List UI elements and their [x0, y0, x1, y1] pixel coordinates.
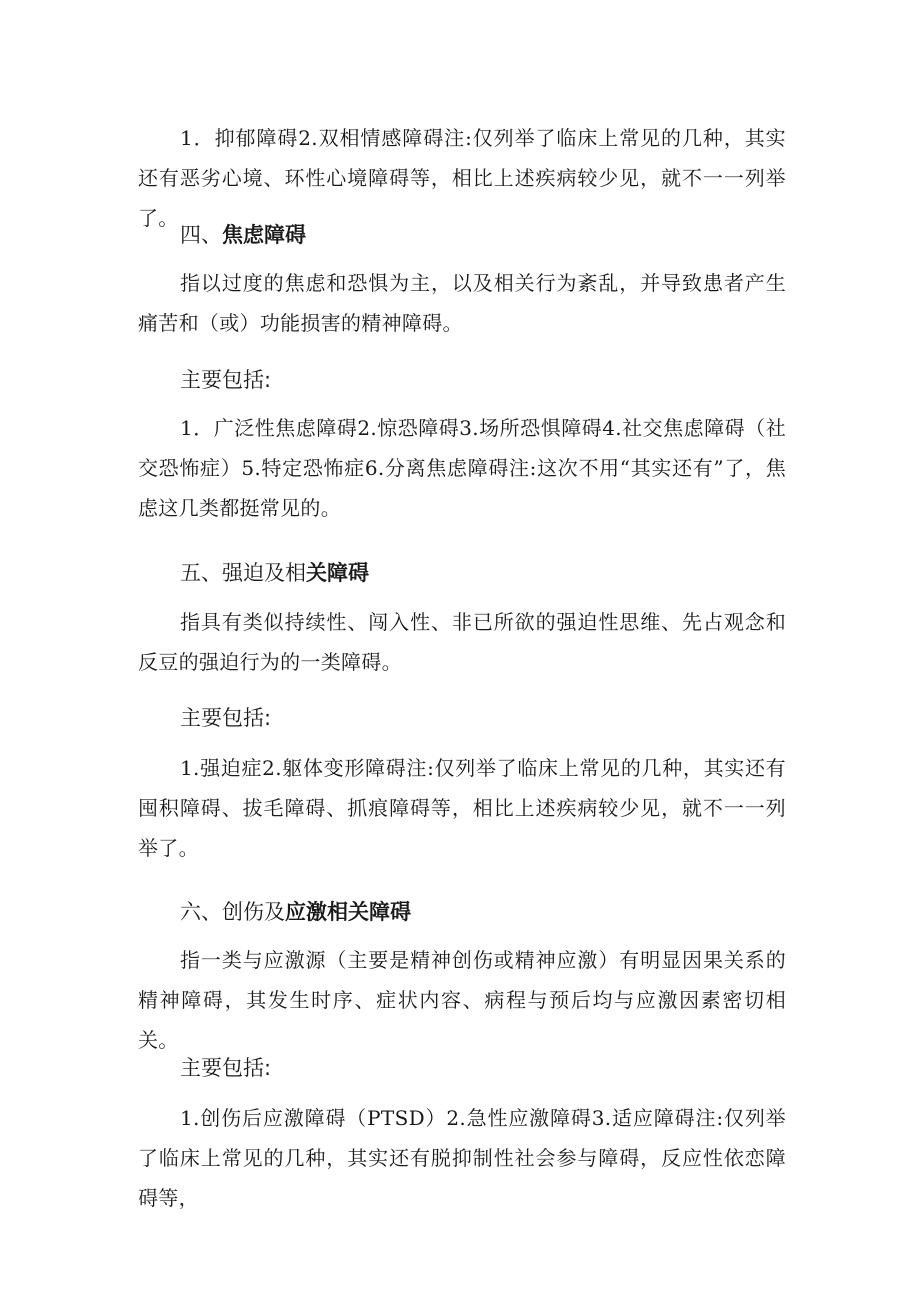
heading-ocd-disorders	[138, 553, 786, 593]
paragraph-ocd-definition: 指具有类似持续性、闯入性、非已所欲的强迫性思维、先占观念和反豆的强迫行为的一类障碍。	[138, 610, 786, 674]
heading-trauma-disorders	[138, 892, 786, 932]
label-main-includes: 主要包括:	[180, 368, 272, 392]
heading-text: 应激相关障碍	[285, 900, 411, 924]
paragraph-ocd-list: 1.强迫症2.躯体变形障碍注:仅列举了临床上常见的几种，其实还有囤积障碍、拔毛障碍、抓痕障碍等，相比上述疾病较少见，就不一一列举了。	[138, 756, 786, 860]
heading-text: 关障碍	[306, 561, 369, 585]
paragraph-trauma-list: 1.创伤后应激障碍（PTSD）2.急性应激障碍3.适应障碍注:仅列举了临床上常见的几种，其实还有脱抑制性社会参与障碍，反应性依恋障碍等，	[138, 1106, 786, 1210]
paragraph-mood-disorders-list: 1．抑郁障碍2.双相情感障碍注:仅列举了临床上常见的几种，其实还有恶劣心境、环性心境障碍等，相比上述疾病较少见，就不一一列举了。	[138, 126, 786, 230]
paragraph-trauma-definition: 指一类与应激源（主要是精神创伤或精神应激）有明显因果关系的精神障碍，其发生时序、症状内容、病程与预后均与应激因素密切相关。	[138, 948, 786, 1052]
label-main-includes: 主要包括:	[180, 1056, 272, 1080]
label-main-includes: 主要包括:	[180, 706, 272, 730]
heading-number: 六、创伤及	[180, 900, 285, 924]
paragraph-anxiety-list: 1．广泛性焦虑障碍2.惊恐障碍3.场所恐惧障碍4.社交焦虑障碍（社交恐怖症）5.特定恐怖症6.分离焦虑障碍注:这次不用“其实还有”了，焦虑这几类都挺常见的。	[138, 416, 786, 520]
heading-anxiety-disorders	[138, 215, 786, 255]
heading-text: 焦虑障碍	[222, 223, 306, 247]
heading-number: 五、强迫及相	[180, 561, 306, 585]
heading-number: 四、	[180, 223, 222, 247]
paragraph-anxiety-definition: 指以过度的焦虑和恐惧为主，以及相关行为紊乱，并导致患者产生痛苦和（或）功能损害的精神障碍。	[138, 271, 786, 335]
